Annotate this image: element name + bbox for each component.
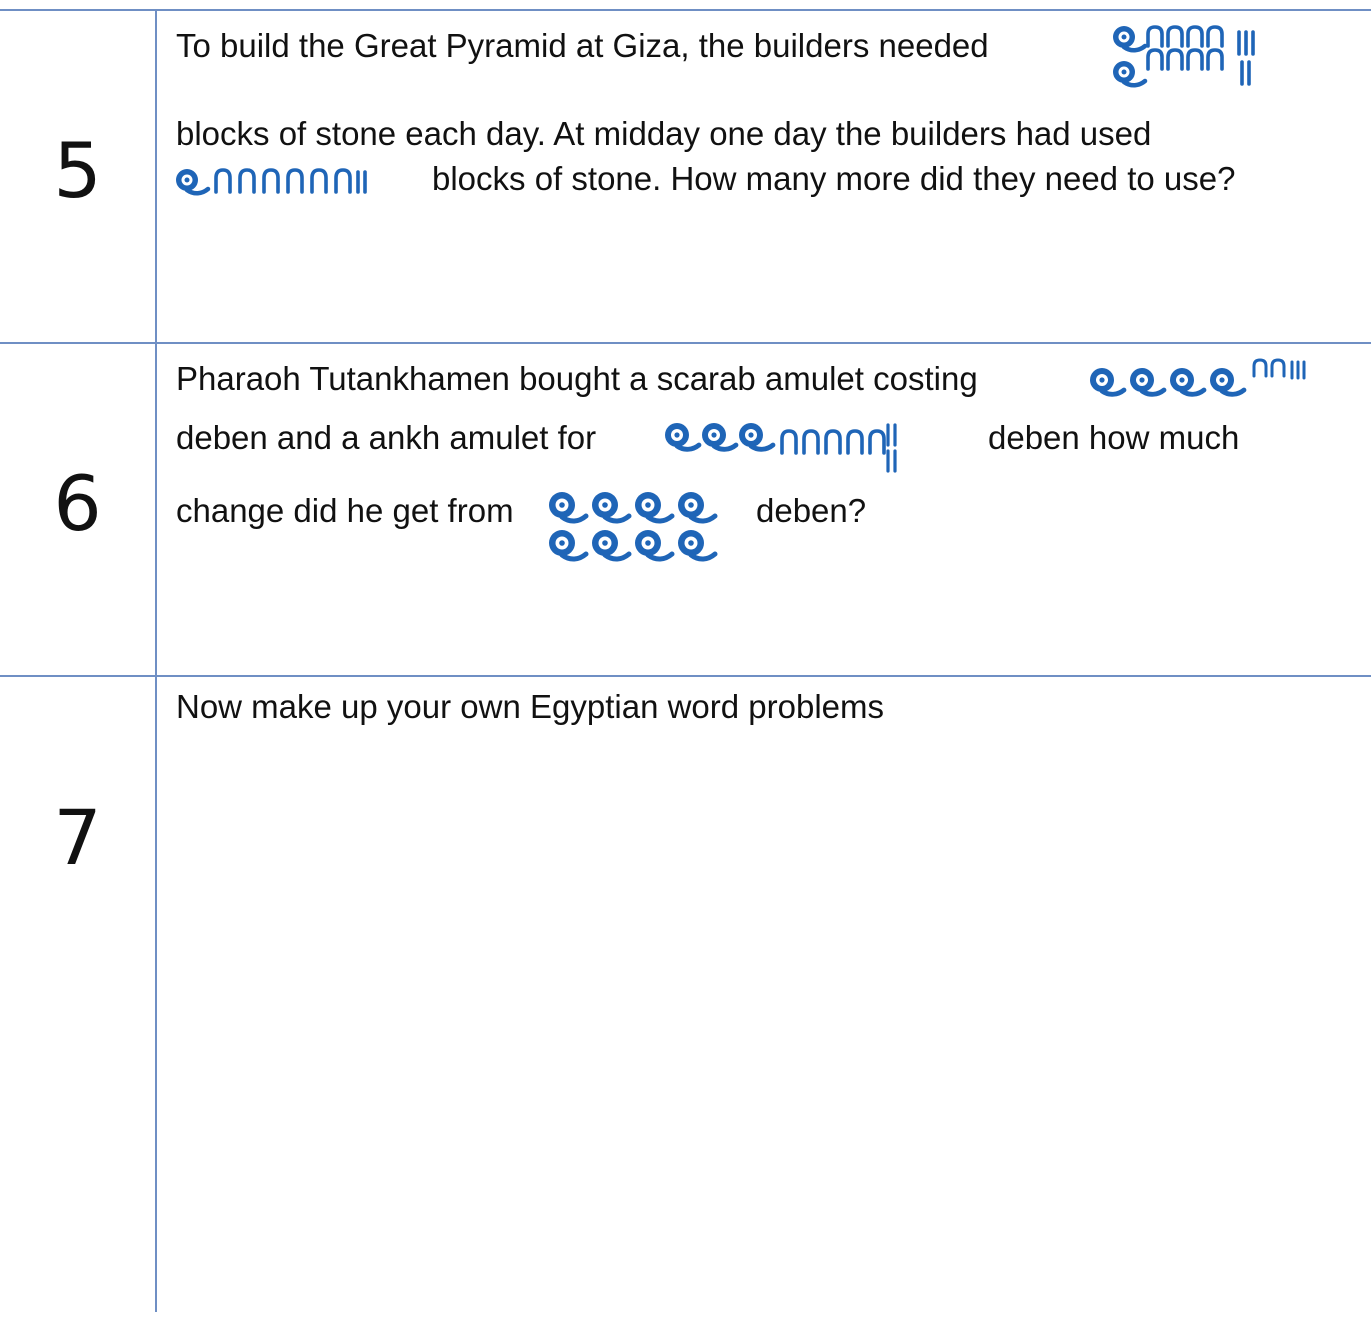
- coil-rope-icon: [702, 423, 736, 449]
- heel-bone-icon: [1148, 50, 1162, 69]
- coil-rope-icon: [176, 169, 208, 193]
- coil-rope-icon: [1113, 26, 1145, 50]
- question-5-text-line-3: blocks of stone. How many more did they need to use?: [432, 160, 1236, 197]
- question-5-text-line-1: To build the Great Pyramid at Giza, the builders needed: [176, 27, 989, 64]
- column-divider: [155, 10, 157, 1312]
- heel-bone-icon: [1208, 27, 1222, 46]
- question-7-text: Now make up your own Egyptian word problems: [176, 688, 885, 725]
- heel-bone-icon: [1168, 50, 1182, 69]
- heel-bone-icon: [782, 431, 796, 453]
- heel-bone-icon: [1188, 27, 1202, 46]
- question-6-text-line-5: deben?: [756, 492, 867, 529]
- coil-rope-icon: [549, 530, 586, 559]
- question-6-text-line-1: Pharaoh Tutankhamen bought a scarab amulet costing: [176, 360, 978, 397]
- coil-rope-icon: [1210, 368, 1244, 394]
- heel-bone-icon: [870, 431, 884, 453]
- hieroglyph-numeral-800: [546, 488, 756, 572]
- hieroglyph-numeral-277: [1114, 24, 1344, 104]
- coil-rope-icon: [1130, 368, 1164, 394]
- coil-rope-icon: [678, 530, 715, 559]
- coil-rope-icon: [549, 492, 586, 521]
- hieroglyph-numeral-423: [1088, 356, 1338, 402]
- heel-bone-icon: [848, 431, 862, 453]
- heel-bone-icon: [264, 170, 278, 192]
- heel-bone-icon: [216, 170, 230, 192]
- question-6-text-line-2: deben and a ankh amulet for: [176, 419, 597, 456]
- coil-rope-icon: [1170, 368, 1204, 394]
- hieroglyph-numeral-354: [664, 417, 994, 477]
- question-6-text-line-3: deben how much: [988, 419, 1240, 456]
- heel-bone-icon: [336, 170, 350, 192]
- coil-rope-icon: [635, 530, 672, 559]
- heel-bone-icon: [1272, 360, 1284, 376]
- coil-rope-icon: [678, 492, 715, 521]
- heel-bone-icon: [1208, 50, 1222, 69]
- question-6-text-line-4: change did he get from: [176, 492, 514, 529]
- question-number-6: 6: [53, 459, 102, 548]
- heel-bone-icon: [826, 431, 840, 453]
- row-divider-top: [0, 9, 1371, 11]
- hieroglyph-numeral-162: [174, 162, 434, 202]
- coil-rope-icon: [635, 492, 672, 521]
- row-divider-6-7: [0, 675, 1371, 677]
- coil-rope-icon: [592, 530, 629, 559]
- heel-bone-icon: [312, 170, 326, 192]
- heel-bone-icon: [1254, 360, 1266, 376]
- coil-rope-icon: [1113, 61, 1145, 85]
- question-number-5: 5: [53, 126, 102, 215]
- question-5-text-line-2: blocks of stone each day. At midday one day the builders had used: [176, 115, 1152, 152]
- heel-bone-icon: [1148, 27, 1162, 46]
- row-divider-5-6: [0, 342, 1371, 344]
- coil-rope-icon: [739, 423, 773, 449]
- coil-rope-icon: [665, 423, 699, 449]
- question-number-7: 7: [53, 793, 102, 882]
- heel-bone-icon: [1188, 50, 1202, 69]
- heel-bone-icon: [240, 170, 254, 192]
- coil-rope-icon: [1090, 368, 1124, 394]
- heel-bone-icon: [288, 170, 302, 192]
- heel-bone-icon: [804, 431, 818, 453]
- coil-rope-icon: [592, 492, 629, 521]
- heel-bone-icon: [1168, 27, 1182, 46]
